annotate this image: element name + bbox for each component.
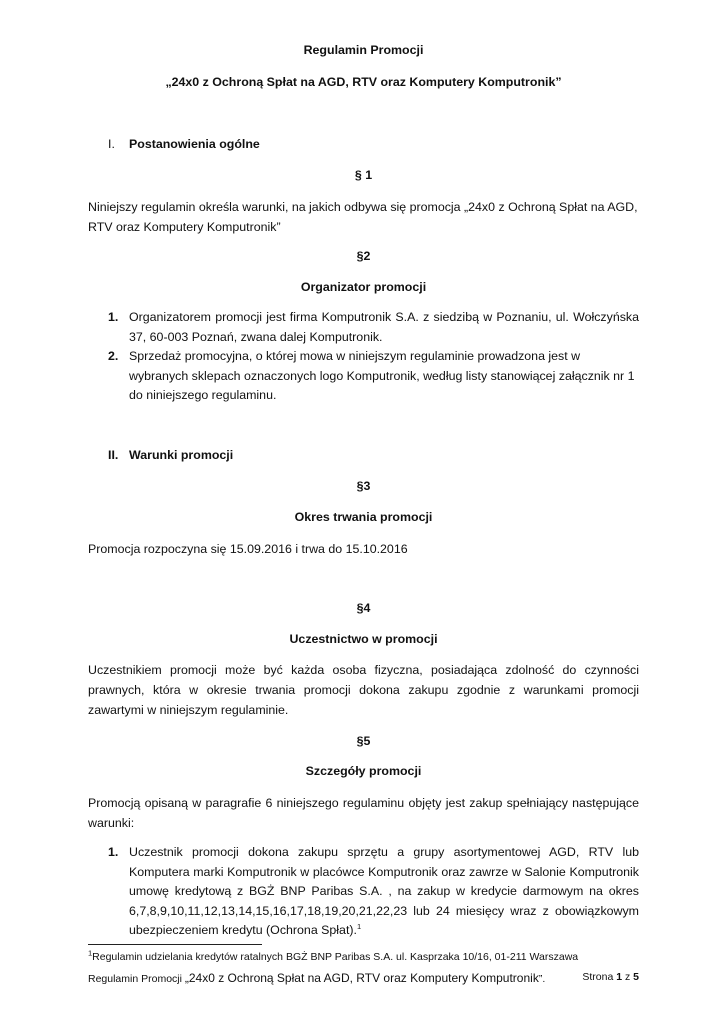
document-title: Regulamin Promocji	[303, 43, 424, 57]
paragraph-2-subtitle: Organizator promocji	[300, 280, 427, 294]
paragraph-heading-5: §5	[356, 734, 371, 748]
footer-prefix: Regulamin Promocji	[88, 973, 182, 985]
paragraph-heading-2: §2	[356, 249, 371, 263]
page-total: 5	[633, 971, 639, 983]
list-item-text: Organizatorem promocji jest firma Komputronik S.A. z siedzibą w Poznaniu, ul. Wołczyńska 37, 60-003 Poznań, zwana dalej Komputronik.	[129, 310, 639, 344]
list-item	[108, 308, 639, 347]
footer-suffix: ”.	[538, 973, 546, 985]
paragraph-1-body: Niniejszy regulamin określa warunki, na jakich odbywa się promocja „24x0 z Ochroną Spłat na AGD, RTV oraz Komputery Komputronik”	[88, 200, 638, 234]
footnote	[88, 948, 579, 963]
paragraph-3-body: Promocja rozpoczyna się 15.09.2016 i trwa do 15.10.2016	[88, 542, 408, 556]
list-item-number: 1.	[108, 845, 119, 859]
page-label: Strona	[582, 971, 614, 983]
page-number	[582, 971, 639, 983]
paragraph-heading-4: §4	[356, 601, 371, 615]
paragraph-5-subtitle: Szczegóły promocji	[305, 764, 422, 778]
footnote-marker: 1	[88, 948, 93, 958]
paragraph-4-body: Uczestnikiem promocji może być każda osoba fizyczna, posiadająca zdolność do czynności prawnych, która w okresie trwania promocji dokona zakupu zgodnie z warunkami promocji zawartymi w niniejszym regulaminie.	[88, 663, 639, 717]
document-subtitle: „24x0 z Ochroną Spłat na AGD, RTV oraz Komputery Komputronik”	[165, 75, 562, 89]
list-item-body: Uczestnik promocji dokona zakupu sprzętu a grupy asortymentowej AGD, RTV lub Komputera marki Komputronik w placówce Komputronik oraz zawrze w Salonie Komputronik umowę kredytową z BGŻ BNP Paribas S.A. , na zakup w kredycie darmowym na okres 6,7,8,9,10,11,12,13,14,15,16,17,18,19,20,21,22,23 lub 24 miesięcy wraz z obowiązkowym ubezpieczeniem kredytu (Ochrona Spłat).	[129, 845, 639, 937]
paragraph-5-intro: Promocją opisaną w paragrafie 6 niniejszego regulaminu objęty jest zakup spełniający następujące warunki:	[88, 796, 639, 830]
paragraph-heading-1: § 1	[354, 168, 373, 182]
section-number: II.	[108, 448, 119, 462]
paragraph-4-subtitle: Uczestnictwo w promocji	[289, 632, 438, 646]
section-heading-general	[108, 137, 260, 151]
footer-title	[88, 971, 545, 985]
page-separator: z	[624, 971, 631, 983]
list-item-number: 1.	[108, 310, 119, 324]
section-heading-conditions	[108, 448, 233, 462]
footer-promo-name: „24x0 z Ochroną Spłat na AGD, RTV oraz Komputery Komputronik	[184, 971, 539, 985]
footnote-reference: 1	[356, 921, 362, 931]
paragraph-3-subtitle: Okres trwania promocji	[294, 510, 433, 524]
list-item	[108, 347, 639, 406]
list-item-number: 2.	[108, 349, 119, 363]
section-title: Postanowienia ogólne	[129, 137, 260, 151]
footnote-separator	[88, 944, 262, 945]
list-item-text: Sprzedaż promocyjna, o której mowa w niniejszym regulaminie prowadzona jest w wybranych sklepach oznaczonych logo Komputronik, według listy stanowiącej załącznik nr 1 do niniejszego regulaminu.	[129, 349, 635, 402]
footnote-text: Regulamin udzielania kredytów ratalnych BGŻ BNP Paribas S.A. ul. Kasprzaka 10/16, 01-211 Warszawa	[92, 951, 579, 963]
list-item-text	[129, 843, 639, 941]
section-title: Warunki promocji	[129, 448, 234, 462]
list-item	[108, 843, 639, 941]
section-number: I.	[108, 137, 115, 151]
paragraph-heading-3: §3	[356, 479, 371, 493]
page-current: 1	[616, 971, 623, 983]
